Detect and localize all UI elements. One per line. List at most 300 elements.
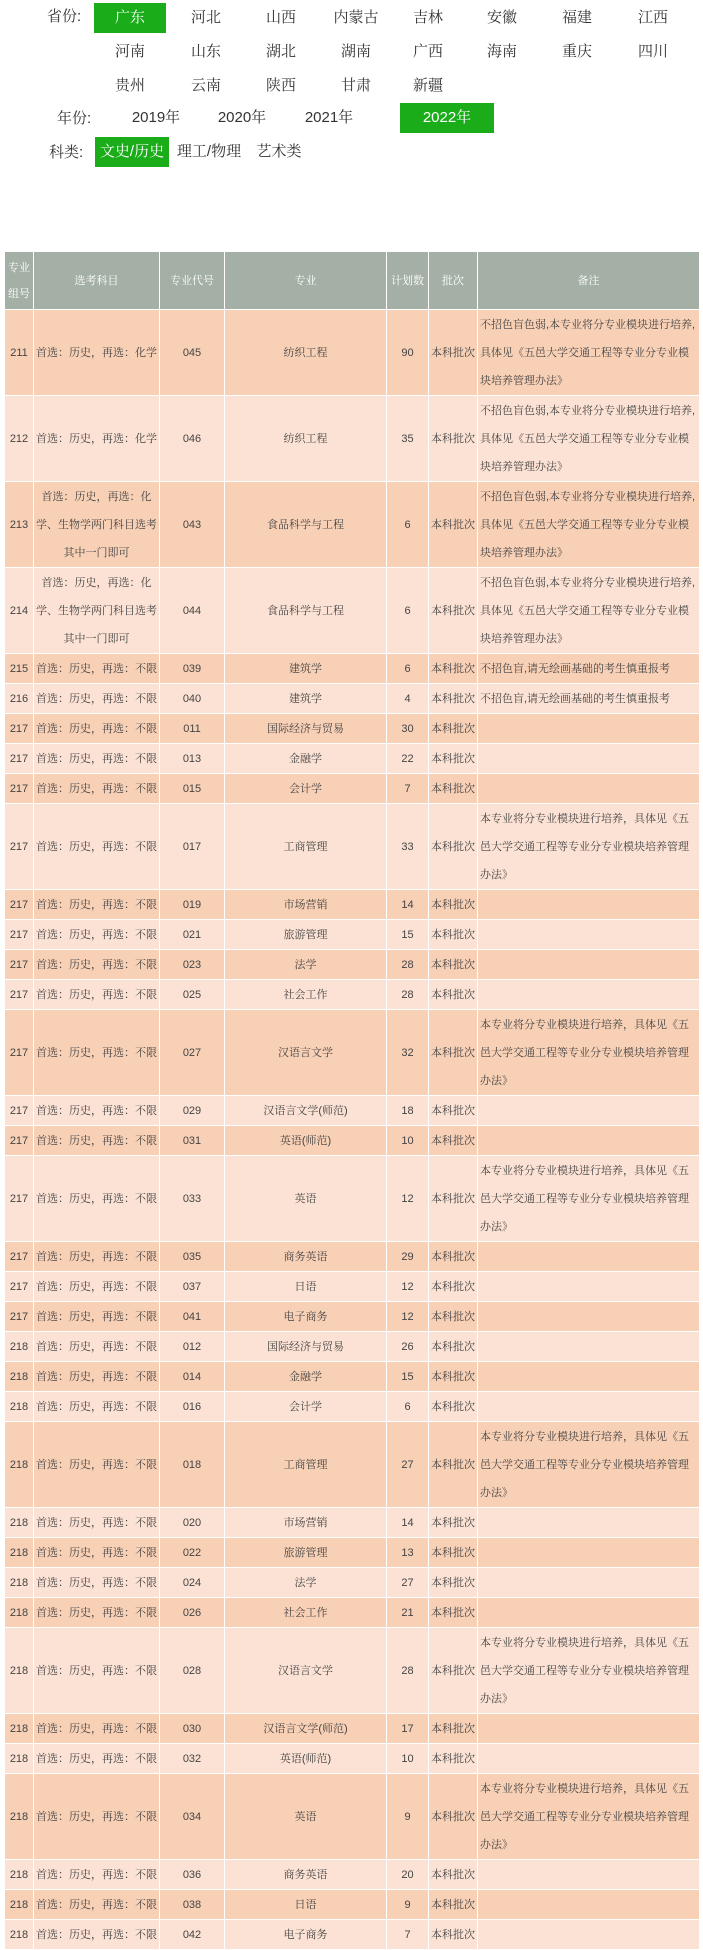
major-name-cell: 日语 xyxy=(225,1272,387,1302)
subject-req-cell: 首选：历史，再选：不限 xyxy=(34,1362,160,1392)
filter-panel xyxy=(0,0,703,250)
plan-count-cell: 32 xyxy=(387,1010,429,1096)
batch-cell: 本科批次 xyxy=(429,920,478,950)
note-cell xyxy=(478,980,700,1010)
batch-cell: 本科批次 xyxy=(429,396,478,482)
major-code-cell: 016 xyxy=(160,1392,225,1422)
major-code-cell: 042 xyxy=(160,1920,225,1950)
group-no-cell: 217 xyxy=(5,1156,34,1242)
group-no-cell: 217 xyxy=(5,804,34,890)
province-option[interactable]: 河北 xyxy=(190,9,221,26)
group-no-cell: 217 xyxy=(5,890,34,920)
major-name-cell: 市场营销 xyxy=(225,890,387,920)
batch-cell: 本科批次 xyxy=(429,1156,478,1242)
group-no-cell: 217 xyxy=(5,714,34,744)
table-row xyxy=(5,1156,700,1242)
note-cell xyxy=(478,744,700,774)
batch-cell: 本科批次 xyxy=(429,1860,478,1890)
subject-req-cell: 首选：历史，再选：不限 xyxy=(34,1774,160,1860)
major-name-cell: 电子商务 xyxy=(225,1920,387,1950)
major-name-cell: 会计学 xyxy=(225,774,387,804)
note-cell xyxy=(478,950,700,980)
column-header: 备注 xyxy=(478,252,700,310)
batch-cell: 本科批次 xyxy=(429,774,478,804)
batch-cell: 本科批次 xyxy=(429,482,478,568)
subject-req-cell: 首选：历史，再选：不限 xyxy=(34,654,160,684)
major-code-cell: 012 xyxy=(160,1332,225,1362)
major-name-cell: 社会工作 xyxy=(225,980,387,1010)
major-code-cell: 040 xyxy=(160,684,225,714)
group-no-cell: 217 xyxy=(5,920,34,950)
table-row xyxy=(5,1714,700,1744)
subject-req-cell: 首选：历史，再选：不限 xyxy=(34,1860,160,1890)
major-code-cell: 026 xyxy=(160,1598,225,1628)
group-no-cell: 218 xyxy=(5,1890,34,1920)
subject-req-cell: 首选：历史，再选：不限 xyxy=(34,1568,160,1598)
group-no-cell: 218 xyxy=(5,1774,34,1860)
province-option[interactable]: 海南 xyxy=(486,43,517,60)
note-cell: 不招色盲,请无绘画基础的考生慎重报考 xyxy=(478,684,700,714)
major-code-cell: 043 xyxy=(160,482,225,568)
plan-count-cell: 15 xyxy=(387,1362,429,1392)
table-row xyxy=(5,1332,700,1362)
note-cell: 本专业将分专业模块进行培养，具体见《五邑大学交通工程等专业分专业模块培养管理办法》 xyxy=(478,1628,700,1714)
major-code-cell: 038 xyxy=(160,1890,225,1920)
subject-option[interactable]: 艺术类 xyxy=(256,143,302,160)
table-row xyxy=(5,1920,700,1950)
subject-req-cell: 首选：历史，再选：化学、生物学两门科目选考其中一门即可 xyxy=(34,568,160,654)
subject-option[interactable]: 文史/历史 xyxy=(95,137,169,167)
table-header-row xyxy=(5,252,700,310)
plan-count-cell: 6 xyxy=(387,482,429,568)
major-code-cell: 033 xyxy=(160,1156,225,1242)
plan-count-cell: 10 xyxy=(387,1126,429,1156)
province-option[interactable]: 广西 xyxy=(412,43,443,60)
province-option[interactable]: 河南 xyxy=(114,43,145,60)
group-no-cell: 218 xyxy=(5,1538,34,1568)
subject-req-cell: 首选：历史，再选：不限 xyxy=(34,1126,160,1156)
column-header: 选考科目 xyxy=(34,252,160,310)
table-row xyxy=(5,1744,700,1774)
year-option[interactable]: 2022年 xyxy=(400,103,494,133)
batch-cell: 本科批次 xyxy=(429,1890,478,1920)
major-name-cell: 工商管理 xyxy=(225,1422,387,1508)
major-code-cell: 032 xyxy=(160,1744,225,1774)
subject-req-cell: 首选：历史，再选：不限 xyxy=(34,1392,160,1422)
subject-req-cell: 首选：历史，再选：化学 xyxy=(34,396,160,482)
plan-count-cell: 15 xyxy=(387,920,429,950)
province-option[interactable]: 内蒙古 xyxy=(333,9,379,26)
table-row xyxy=(5,1598,700,1628)
group-no-cell: 217 xyxy=(5,1010,34,1096)
plan-count-cell: 28 xyxy=(387,950,429,980)
year-option[interactable]: 2020年 xyxy=(217,109,267,126)
plan-count-cell: 28 xyxy=(387,980,429,1010)
batch-cell: 本科批次 xyxy=(429,1392,478,1422)
major-name-cell: 日语 xyxy=(225,1890,387,1920)
group-no-cell: 217 xyxy=(5,950,34,980)
subject-req-cell: 首选：历史，再选：化学 xyxy=(34,310,160,396)
group-no-cell: 218 xyxy=(5,1628,34,1714)
subject-req-cell: 首选：历史，再选：不限 xyxy=(34,1010,160,1096)
province-option[interactable]: 贵州 xyxy=(114,77,145,94)
column-header: 计划数 xyxy=(387,252,429,310)
major-code-cell: 046 xyxy=(160,396,225,482)
subject-req-cell: 首选：历史，再选：不限 xyxy=(34,1242,160,1272)
major-code-cell: 039 xyxy=(160,654,225,684)
batch-cell: 本科批次 xyxy=(429,1508,478,1538)
table-row xyxy=(5,1272,700,1302)
major-name-cell: 旅游管理 xyxy=(225,920,387,950)
table-row xyxy=(5,654,700,684)
batch-cell: 本科批次 xyxy=(429,1332,478,1362)
table-row xyxy=(5,1126,700,1156)
province-option[interactable]: 湖北 xyxy=(265,43,296,60)
province-option[interactable]: 江西 xyxy=(637,9,668,26)
major-name-cell: 纺织工程 xyxy=(225,396,387,482)
province-option[interactable]: 福建 xyxy=(561,9,592,26)
plan-count-cell: 33 xyxy=(387,804,429,890)
major-code-cell: 044 xyxy=(160,568,225,654)
province-option[interactable]: 四川 xyxy=(637,43,668,60)
year-option[interactable]: 2021年 xyxy=(304,109,354,126)
subject-req-cell: 首选：历史，再选：不限 xyxy=(34,1332,160,1362)
subject-label: 科类: xyxy=(49,144,84,161)
batch-cell: 本科批次 xyxy=(429,1568,478,1598)
note-cell: 本专业将分专业模块进行培养，具体见《五邑大学交通工程等专业分专业模块培养管理办法》 xyxy=(478,1156,700,1242)
plan-count-cell: 35 xyxy=(387,396,429,482)
batch-cell: 本科批次 xyxy=(429,1598,478,1628)
group-no-cell: 217 xyxy=(5,774,34,804)
note-cell: 不招色盲色弱,本专业将分专业模块进行培养,具体见《五邑大学交通工程等专业分专业模块培养管理办法》 xyxy=(478,568,700,654)
batch-cell: 本科批次 xyxy=(429,1362,478,1392)
group-no-cell: 218 xyxy=(5,1714,34,1744)
major-name-cell: 纺织工程 xyxy=(225,310,387,396)
group-no-cell: 217 xyxy=(5,744,34,774)
subject-req-cell: 首选：历史，再选：不限 xyxy=(34,1744,160,1774)
table-row xyxy=(5,568,700,654)
note-cell xyxy=(478,890,700,920)
table-row xyxy=(5,1302,700,1332)
note-cell xyxy=(478,1392,700,1422)
subject-req-cell: 首选：历史，再选：不限 xyxy=(34,1302,160,1332)
major-code-cell: 017 xyxy=(160,804,225,890)
major-name-cell: 社会工作 xyxy=(225,1598,387,1628)
plan-count-cell: 18 xyxy=(387,1096,429,1126)
major-name-cell: 汉语言文学(师范) xyxy=(225,1714,387,1744)
subject-req-cell: 首选：历史，再选：不限 xyxy=(34,1272,160,1302)
batch-cell: 本科批次 xyxy=(429,1920,478,1950)
table-row xyxy=(5,482,700,568)
group-no-cell: 216 xyxy=(5,684,34,714)
note-cell: 本专业将分专业模块进行培养，具体见《五邑大学交通工程等专业分专业模块培养管理办法》 xyxy=(478,1010,700,1096)
batch-cell: 本科批次 xyxy=(429,1010,478,1096)
note-cell xyxy=(478,1332,700,1362)
major-name-cell: 英语 xyxy=(225,1156,387,1242)
table-row xyxy=(5,1628,700,1714)
province-option[interactable]: 新疆 xyxy=(412,77,443,94)
table-row xyxy=(5,774,700,804)
table-row xyxy=(5,1860,700,1890)
major-name-cell: 英语(师范) xyxy=(225,1126,387,1156)
major-name-cell: 商务英语 xyxy=(225,1242,387,1272)
table-row xyxy=(5,1890,700,1920)
plan-count-cell: 27 xyxy=(387,1422,429,1508)
major-code-cell: 041 xyxy=(160,1302,225,1332)
group-no-cell: 217 xyxy=(5,980,34,1010)
major-name-cell: 法学 xyxy=(225,1568,387,1598)
plan-count-cell: 9 xyxy=(387,1774,429,1860)
group-no-cell: 218 xyxy=(5,1860,34,1890)
table-row xyxy=(5,1422,700,1508)
plan-count-cell: 13 xyxy=(387,1538,429,1568)
batch-cell: 本科批次 xyxy=(429,310,478,396)
plan-count-cell: 27 xyxy=(387,1568,429,1598)
plan-count-cell: 12 xyxy=(387,1272,429,1302)
major-name-cell: 电子商务 xyxy=(225,1302,387,1332)
plan-count-cell: 9 xyxy=(387,1890,429,1920)
table-body xyxy=(5,310,700,1950)
column-header: 专业代号 xyxy=(160,252,225,310)
note-cell xyxy=(478,1568,700,1598)
subject-req-cell: 首选：历史，再选：不限 xyxy=(34,684,160,714)
plan-count-cell: 14 xyxy=(387,890,429,920)
note-cell xyxy=(478,920,700,950)
subject-req-cell: 首选：历史，再选：不限 xyxy=(34,950,160,980)
note-cell: 不招色盲色弱,本专业将分专业模块进行培养,具体见《五邑大学交通工程等专业分专业模块培养管理办法》 xyxy=(478,310,700,396)
major-name-cell: 市场营销 xyxy=(225,1508,387,1538)
table-row xyxy=(5,1508,700,1538)
subject-req-cell: 首选：历史，再选：不限 xyxy=(34,1714,160,1744)
year-option[interactable]: 2019年 xyxy=(131,109,181,126)
subject-req-cell: 首选：历史，再选：不限 xyxy=(34,1156,160,1242)
province-option[interactable]: 安徽 xyxy=(486,9,517,26)
table-row xyxy=(5,684,700,714)
major-code-cell: 023 xyxy=(160,950,225,980)
batch-cell: 本科批次 xyxy=(429,744,478,774)
note-cell xyxy=(478,1598,700,1628)
major-code-cell: 019 xyxy=(160,890,225,920)
note-cell xyxy=(478,1744,700,1774)
group-no-cell: 218 xyxy=(5,1598,34,1628)
batch-cell: 本科批次 xyxy=(429,1302,478,1332)
year-label: 年份: xyxy=(57,110,92,127)
major-name-cell: 食品科学与工程 xyxy=(225,568,387,654)
batch-cell: 本科批次 xyxy=(429,654,478,684)
batch-cell: 本科批次 xyxy=(429,1538,478,1568)
admission-plan-table xyxy=(4,251,700,1950)
batch-cell: 本科批次 xyxy=(429,1126,478,1156)
major-name-cell: 汉语言文学(师范) xyxy=(225,1096,387,1126)
note-cell xyxy=(478,1860,700,1890)
plan-count-cell: 12 xyxy=(387,1156,429,1242)
major-code-cell: 020 xyxy=(160,1508,225,1538)
note-cell: 本专业将分专业模块进行培养，具体见《五邑大学交通工程等专业分专业模块培养管理办法》 xyxy=(478,1774,700,1860)
subject-req-cell: 首选：历史，再选：不限 xyxy=(34,774,160,804)
column-header: 批次 xyxy=(429,252,478,310)
major-code-cell: 027 xyxy=(160,1010,225,1096)
province-option[interactable]: 云南 xyxy=(190,77,221,94)
note-cell xyxy=(478,1096,700,1126)
batch-cell: 本科批次 xyxy=(429,804,478,890)
batch-cell: 本科批次 xyxy=(429,980,478,1010)
subject-req-cell: 首选：历史，再选：不限 xyxy=(34,1538,160,1568)
note-cell: 不招色盲色弱,本专业将分专业模块进行培养,具体见《五邑大学交通工程等专业分专业模块培养管理办法》 xyxy=(478,396,700,482)
group-no-cell: 218 xyxy=(5,1392,34,1422)
major-code-cell: 021 xyxy=(160,920,225,950)
table-row xyxy=(5,396,700,482)
note-cell xyxy=(478,774,700,804)
major-code-cell: 014 xyxy=(160,1362,225,1392)
plan-count-cell: 10 xyxy=(387,1744,429,1774)
group-no-cell: 217 xyxy=(5,1242,34,1272)
plan-count-cell: 29 xyxy=(387,1242,429,1272)
subject-req-cell: 首选：历史，再选：不限 xyxy=(34,1598,160,1628)
plan-count-cell: 30 xyxy=(387,714,429,744)
province-option[interactable]: 吉林 xyxy=(412,9,443,26)
plan-count-cell: 14 xyxy=(387,1508,429,1538)
subject-req-cell: 首选：历史，再选：不限 xyxy=(34,804,160,890)
plan-count-cell: 7 xyxy=(387,1920,429,1950)
group-no-cell: 217 xyxy=(5,1272,34,1302)
major-code-cell: 018 xyxy=(160,1422,225,1508)
major-code-cell: 022 xyxy=(160,1538,225,1568)
group-no-cell: 218 xyxy=(5,1508,34,1538)
batch-cell: 本科批次 xyxy=(429,890,478,920)
group-no-cell: 214 xyxy=(5,568,34,654)
major-code-cell: 028 xyxy=(160,1628,225,1714)
major-name-cell: 汉语言文学 xyxy=(225,1628,387,1714)
subject-req-cell: 首选：历史，再选：不限 xyxy=(34,744,160,774)
column-header: 专业组号 xyxy=(5,252,34,310)
table-row xyxy=(5,890,700,920)
subject-req-cell: 首选：历史，再选：化学、生物学两门科目选考其中一门即可 xyxy=(34,482,160,568)
province-label: 省份: xyxy=(47,8,82,25)
group-no-cell: 218 xyxy=(5,1332,34,1362)
plan-count-cell: 22 xyxy=(387,744,429,774)
group-no-cell: 217 xyxy=(5,1126,34,1156)
table-row xyxy=(5,920,700,950)
group-no-cell: 218 xyxy=(5,1568,34,1598)
group-no-cell: 217 xyxy=(5,1096,34,1126)
plan-count-cell: 20 xyxy=(387,1860,429,1890)
table-row xyxy=(5,1538,700,1568)
major-code-cell: 029 xyxy=(160,1096,225,1126)
subject-req-cell: 首选：历史，再选：不限 xyxy=(34,890,160,920)
major-code-cell: 045 xyxy=(160,310,225,396)
province-option[interactable]: 山西 xyxy=(265,9,296,26)
major-name-cell: 英语 xyxy=(225,1774,387,1860)
batch-cell: 本科批次 xyxy=(429,1628,478,1714)
note-cell xyxy=(478,1508,700,1538)
province-option[interactable]: 广东 xyxy=(94,3,166,33)
table-row xyxy=(5,804,700,890)
note-cell xyxy=(478,1920,700,1950)
major-name-cell: 旅游管理 xyxy=(225,1538,387,1568)
plan-count-cell: 6 xyxy=(387,568,429,654)
note-cell xyxy=(478,1538,700,1568)
table-row xyxy=(5,1242,700,1272)
plan-count-cell: 12 xyxy=(387,1302,429,1332)
subject-req-cell: 首选：历史，再选：不限 xyxy=(34,714,160,744)
major-code-cell: 031 xyxy=(160,1126,225,1156)
table-row xyxy=(5,310,700,396)
batch-cell: 本科批次 xyxy=(429,1422,478,1508)
group-no-cell: 212 xyxy=(5,396,34,482)
subject-option[interactable]: 理工/物理 xyxy=(176,143,242,160)
note-cell: 本专业将分专业模块进行培养，具体见《五邑大学交通工程等专业分专业模块培养管理办法》 xyxy=(478,804,700,890)
subject-req-cell: 首选：历史，再选：不限 xyxy=(34,1628,160,1714)
plan-count-cell: 7 xyxy=(387,774,429,804)
province-option[interactable]: 重庆 xyxy=(561,43,592,60)
group-no-cell: 218 xyxy=(5,1920,34,1950)
major-code-cell: 015 xyxy=(160,774,225,804)
batch-cell: 本科批次 xyxy=(429,1272,478,1302)
group-no-cell: 215 xyxy=(5,654,34,684)
major-name-cell: 国际经济与贸易 xyxy=(225,714,387,744)
plan-count-cell: 26 xyxy=(387,1332,429,1362)
subject-req-cell: 首选：历史，再选：不限 xyxy=(34,980,160,1010)
plan-count-cell: 17 xyxy=(387,1714,429,1744)
note-cell: 不招色盲色弱,本专业将分专业模块进行培养,具体见《五邑大学交通工程等专业分专业模块培养管理办法》 xyxy=(478,482,700,568)
major-name-cell: 食品科学与工程 xyxy=(225,482,387,568)
plan-count-cell: 28 xyxy=(387,1628,429,1714)
table-row xyxy=(5,744,700,774)
column-header: 专业 xyxy=(225,252,387,310)
table-row xyxy=(5,1096,700,1126)
major-name-cell: 商务英语 xyxy=(225,1860,387,1890)
major-code-cell: 034 xyxy=(160,1774,225,1860)
batch-cell: 本科批次 xyxy=(429,1096,478,1126)
note-cell: 不招色盲,请无绘画基础的考生慎重报考 xyxy=(478,654,700,684)
subject-req-cell: 首选：历史，再选：不限 xyxy=(34,920,160,950)
plan-count-cell: 21 xyxy=(387,1598,429,1628)
province-option[interactable]: 湖南 xyxy=(340,43,371,60)
province-option[interactable]: 山东 xyxy=(190,43,221,60)
plan-count-cell: 90 xyxy=(387,310,429,396)
table-row xyxy=(5,980,700,1010)
major-code-cell: 036 xyxy=(160,1860,225,1890)
major-name-cell: 金融学 xyxy=(225,1362,387,1392)
major-name-cell: 建筑学 xyxy=(225,684,387,714)
table-row xyxy=(5,1362,700,1392)
major-code-cell: 025 xyxy=(160,980,225,1010)
subject-req-cell: 首选：历史，再选：不限 xyxy=(34,1890,160,1920)
major-code-cell: 024 xyxy=(160,1568,225,1598)
batch-cell: 本科批次 xyxy=(429,1714,478,1744)
batch-cell: 本科批次 xyxy=(429,1774,478,1860)
group-no-cell: 218 xyxy=(5,1422,34,1508)
note-cell xyxy=(478,1890,700,1920)
note-cell xyxy=(478,1272,700,1302)
plan-count-cell: 6 xyxy=(387,654,429,684)
note-cell xyxy=(478,1126,700,1156)
subject-req-cell: 首选：历史，再选：不限 xyxy=(34,1920,160,1950)
province-option[interactable]: 甘肃 xyxy=(340,77,371,94)
group-no-cell: 211 xyxy=(5,310,34,396)
group-no-cell: 218 xyxy=(5,1362,34,1392)
table-row xyxy=(5,1392,700,1422)
major-code-cell: 011 xyxy=(160,714,225,744)
province-option[interactable]: 陕西 xyxy=(265,77,296,94)
batch-cell: 本科批次 xyxy=(429,684,478,714)
subject-req-cell: 首选：历史，再选：不限 xyxy=(34,1508,160,1538)
batch-cell: 本科批次 xyxy=(429,1744,478,1774)
group-no-cell: 213 xyxy=(5,482,34,568)
group-no-cell: 218 xyxy=(5,1744,34,1774)
major-name-cell: 英语(师范) xyxy=(225,1744,387,1774)
batch-cell: 本科批次 xyxy=(429,714,478,744)
